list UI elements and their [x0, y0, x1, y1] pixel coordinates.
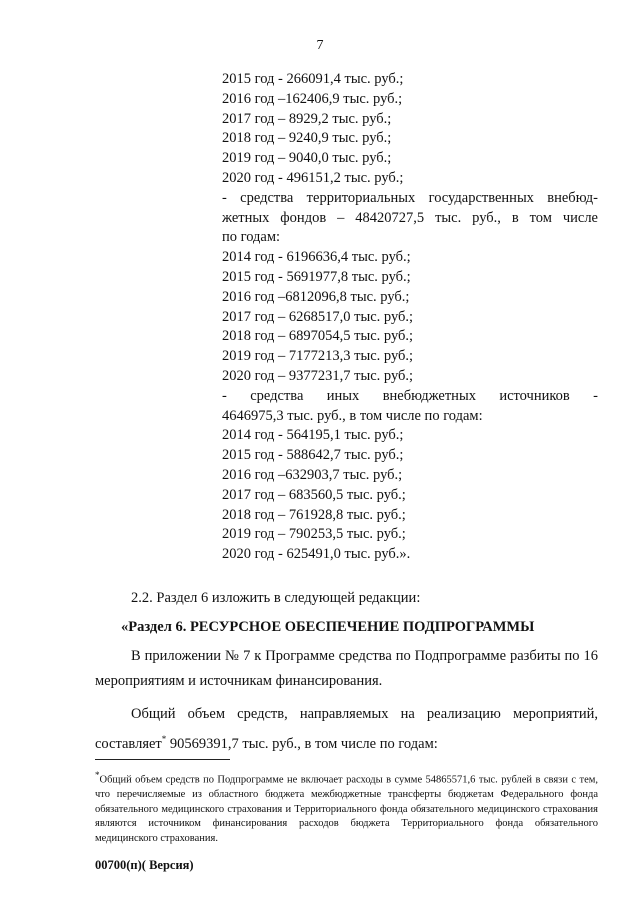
section-paragraph-2-tail: 90569391,7 тыс. руб., в том числе по годам: [166, 735, 438, 752]
list-item: 2018 год – 9240,9 тыс. руб.; [222, 130, 392, 147]
section-heading: «Раздел 6. РЕСУРСНОЕ ОБЕСПЕЧЕНИЕ ПОДПРОГРАММЫ [121, 619, 535, 635]
list-item: 2019 год – 790253,5 тыс. руб.; [222, 526, 406, 543]
list-item: 2014 год - 564195,1 тыс. руб.; [222, 427, 404, 444]
list-item: 2017 год – 8929,2 тыс. руб.; [222, 110, 392, 127]
footnote-divider [95, 759, 230, 760]
footnote-marker: * [161, 734, 167, 744]
list-item: 2014 год - 6196636,4 тыс. руб.; [222, 249, 411, 266]
page-number: 7 [316, 38, 324, 53]
list-item: 2020 год - 625491,0 тыс. руб.». [222, 546, 411, 563]
other-sources-line2: 4646975,3 тыс. руб., в том числе по годам: [222, 407, 483, 424]
section-paragraph-1: В приложении № 7 к Программе средства по Подпрограмме разбиты по 16 мероприятиям и источникам финансирования. [95, 648, 598, 689]
list-item: 2015 год - 266091,4 тыс. руб.; [222, 71, 404, 87]
list-item: 2018 год – 761928,8 тыс. руб.; [222, 506, 406, 523]
extrabudget-funds-line2: жетных фондов – 48420727,5 тыс. руб., в том числе [222, 209, 598, 226]
list-item: 2017 год – 6268517,0 тыс. руб.; [222, 308, 414, 325]
section-6-block [95, 586, 598, 757]
section-intro: 2.2. Раздел 6 изложить в следующей редакции: [131, 590, 421, 606]
list-item: 2017 год – 683560,5 тыс. руб.; [222, 486, 406, 503]
list-item: 2020 год - 496151,2 тыс. руб.; [222, 169, 404, 186]
section-paragraph-2 [95, 702, 598, 757]
budget-years-list [222, 70, 598, 565]
list-item: 2016 год –632903,7 тыс. руб.; [222, 466, 403, 483]
document-code: 00700(п)( Версия) [95, 858, 194, 872]
extrabudget-funds-line1: - средства территориальных государственных внебюд- [222, 189, 598, 206]
footnote [95, 768, 598, 846]
list-item: 2019 год – 9040,0 тыс. руб.; [222, 150, 392, 167]
list-item: 2016 год –162406,9 тыс. руб.; [222, 90, 403, 107]
list-item: 2015 год - 588642,7 тыс. руб.; [222, 447, 404, 464]
section-paragraph-2-text: Общий объем средств, направляемых на реализацию мероприятий, составляет [95, 706, 598, 752]
list-item: 2020 год – 9377231,7 тыс. руб.; [222, 367, 414, 384]
list-item: 2016 год –6812096,8 тыс. руб.; [222, 288, 410, 305]
list-item: 2018 год – 6897054,5 тыс. руб.; [222, 328, 414, 345]
footnote-text: Общий объем средств по Подпрограмме не включает расходы в сумме 54865571,6 тыс. рублей в связи с тем, что перечисляемые из областного бюджета межбюджетные трансферты бюджетам Федерального фонда обязательного медицинского страхования и Территориального фонда обязательного медицинского страхования являются источником финансирования расходов бюджета Территориального фонда обязательного медицинского страхования. [95, 774, 598, 844]
list-item: 2019 год – 7177213,3 тыс. руб.; [222, 348, 414, 365]
footnote-mark: * [95, 770, 100, 780]
extrabudget-funds-line3: по годам: [222, 229, 281, 246]
other-sources-line1: - средства иных внебюджетных источников - [222, 387, 598, 404]
list-item: 2015 год - 5691977,8 тыс. руб.; [222, 268, 411, 285]
